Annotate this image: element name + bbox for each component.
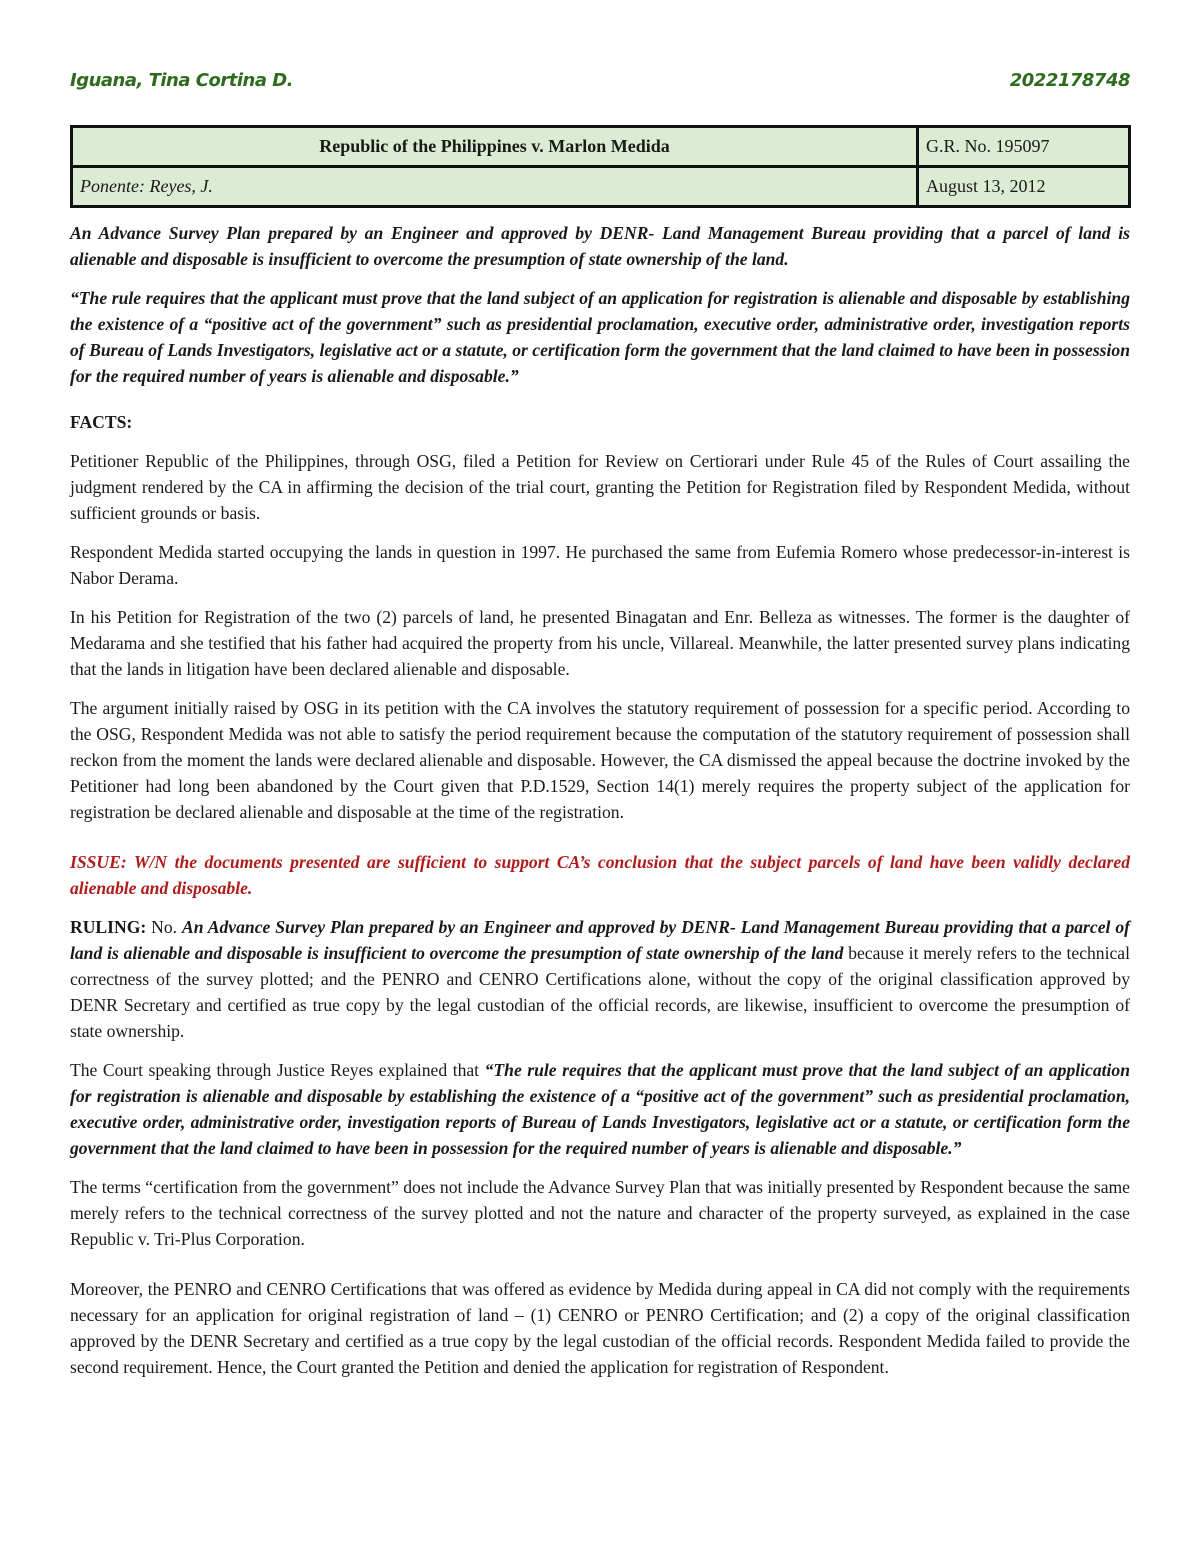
doctrine-quote: “The rule requires that the applicant must prove that the land subject of an application for registration is alienable and disposable by establishing the existence of a “positive act of the government” such as presidential proclamation, executive order, administrative order, investigation reports of Bureau of Lands Investigators, legislative act or a statute, or certification form the government that the land claimed to have been in possession for the required number of years is alienable and disposable.” [70, 288, 1130, 386]
ruling-quote: “The rule requires that the applicant must prove that the land subject of an application for registration is alienable and disposable by establishing the existence of a “positive act of the government” such as presidential proclamation, executive order, administrative order, investigation reports of Bureau of Lands Investigators, legislative act or a statute, or certification form the government that the land claimed to have been in possession for the required number of years is alienable and disposable.” [70, 1060, 1130, 1158]
ruling-paragraph-4: Moreover, the PENRO and CENRO Certifications that was offered as evidence by Medida during appeal in CA did not comply with the requirements necessary for an application for original registration of land – (1) CENRO or PENRO Certification; and (2) a copy of the original classification approved by the DENR Secretary and certified as a true copy by the legal custodian of the official records. Respondent Medida failed to provide the second requirement. Hence, the Court granted the Petition and denied the application for registration of Respondent. [70, 1279, 1130, 1377]
case-title: Republic of the Philippines v. Marlon Medida [72, 127, 918, 167]
case-gr-number: G.R. No. 195097 [918, 127, 1130, 167]
student-id: 2022178748 [1009, 70, 1130, 91]
facts-heading: FACTS: [70, 412, 133, 432]
student-name: Iguana, Tina Cortina D. [70, 70, 294, 91]
ruling-label: RULING: [70, 917, 147, 937]
ruling-paragraph-3: The terms “certification from the government” does not include the Advance Survey Plan that was initially presented by Respondent because the same merely refers to the technical correctness of the survey plotted and not the nature and character of the property surveyed, as explained in the case Republic v. Tri-Plus Corporation. [70, 1177, 1130, 1249]
doctrine-summary: An Advance Survey Plan prepared by an Engineer and approved by DENR- Land Management Bureau providing that a parcel of land is alienable and disposable is insufficient to overcome the presumption of state ownership of the land. [70, 223, 1130, 269]
ruling-answer: No. [146, 917, 182, 937]
issue-statement: ISSUE: W/N the documents presented are sufficient to support CA’s conclusion that the subject parcels of land have been validly declared alienable and disposable. [70, 852, 1130, 898]
facts-paragraph-3: In his Petition for Registration of the two (2) parcels of land, he presented Binagatan and Enr. Belleza as witnesses. The former is the daughter of Medarama and she testified that his father had acquired the property from his uncle, Villareal. Meanwhile, the latter presented survey plans indicating that the lands in litigation have been declared alienable and disposable. [70, 607, 1130, 679]
ruling-reason: because it merely refers to the technical correctness of the survey plotted; and the PENRO and CENRO Certifications alone, without the copy of the original classification approved by DENR Secretary and certified as true copy by the legal custodian of the official records, are likewise, insufficient to overcome the presumption of state ownership. [70, 943, 1131, 1041]
case-ponente: Ponente: Reyes, J. [72, 167, 918, 207]
facts-paragraph-2: Respondent Medida started occupying the lands in question in 1997. He purchased the same from Eufemia Romero whose predecessor-in-interest is Nabor Derama. [70, 542, 1130, 588]
case-title-row [72, 127, 1130, 167]
document-body [70, 220, 1130, 1393]
ruling-paragraph-1 [70, 914, 1130, 1044]
facts-paragraph-4: The argument initially raised by OSG in its petition with the CA involves the statutory requirement of possession for a specific period. According to the OSG, Respondent Medida was not able to satisfy the period requirement because the computation of the statutory requirement of possession shall reckon from the moment the lands were declared alienable and disposable. However, the CA dismissed the appeal because the doctrine invoked by the Petitioner had long been abandoned by the Court given that P.D.1529, Section 14(1) merely requires the property subject of the application for registration be declared alienable and disposable at the time of the registration. [70, 698, 1130, 822]
ruling-intro: The Court speaking through Justice Reyes explained that [70, 1060, 485, 1080]
case-date: August 13, 2012 [918, 167, 1130, 207]
ruling-doctrine: An Advance Survey Plan prepared by an Engineer and approved by DENR- Land Management Bureau providing that a parcel of land is alienable and disposable is insufficient to overcome the presumption of state ownership of the land [70, 917, 1130, 963]
case-meta-row [72, 167, 1130, 207]
ruling-paragraph-2 [70, 1057, 1130, 1161]
facts-paragraph-1: Petitioner Republic of the Philippines, through OSG, filed a Petition for Review on Certiorari under Rule 45 of the Rules of Court assailing the judgment rendered by the CA in affirming the decision of the trial court, granting the Petition for Registration filed by Respondent Medida, without sufficient grounds or basis. [70, 451, 1130, 523]
case-info-table [70, 125, 1131, 208]
